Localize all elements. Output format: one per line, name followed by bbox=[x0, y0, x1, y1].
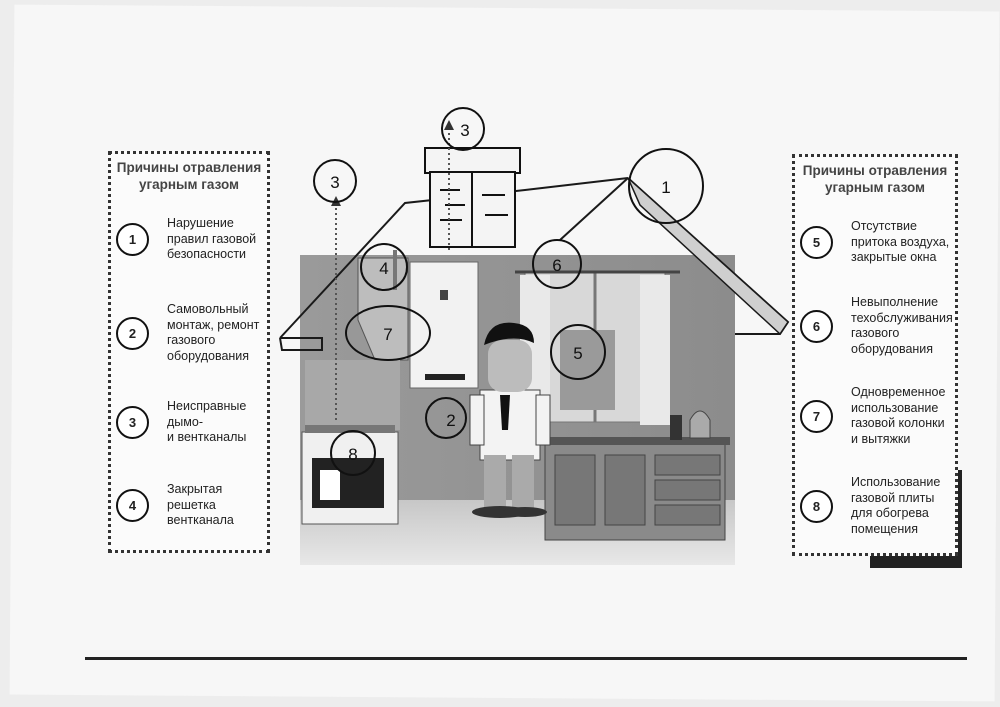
reason-item-8 bbox=[800, 475, 940, 537]
marker-5-label: 5 bbox=[573, 344, 583, 363]
reason-number-badge: 3 bbox=[116, 406, 149, 439]
reason-item-6 bbox=[800, 295, 953, 357]
marker-8-label: 8 bbox=[348, 445, 358, 464]
reason-number-badge: 8 bbox=[800, 490, 833, 523]
reason-number-badge: 4 bbox=[116, 489, 149, 522]
frame-bottom-line bbox=[85, 657, 967, 660]
reason-number-badge: 2 bbox=[116, 317, 149, 350]
reason-text: Неисправные дымо- и вентканалы bbox=[167, 399, 247, 444]
reason-text: Самовольный монтаж, ремонт газового оборудования bbox=[167, 302, 260, 363]
reason-item-1 bbox=[116, 216, 256, 263]
reason-text: Использование газовой плиты для обогрева помещения bbox=[851, 475, 941, 536]
reason-item-4 bbox=[116, 482, 234, 529]
reason-number-badge: 1 bbox=[116, 223, 149, 256]
marker-2-label: 2 bbox=[446, 411, 456, 430]
marker-7-label: 7 bbox=[383, 325, 393, 344]
chimney bbox=[425, 148, 520, 247]
left-cabinets bbox=[305, 360, 400, 430]
reason-item-2 bbox=[116, 302, 259, 364]
marker-1-label: 1 bbox=[661, 178, 671, 197]
left-panel-title: Причины отравления угарным газом bbox=[116, 160, 262, 192]
reason-text: Невыполнение техобслуживания газового оборудования bbox=[851, 295, 953, 356]
reason-text: Закрытая решетка вентканала bbox=[167, 482, 234, 527]
reason-text: Отсутствие притока воздуха, закрытые окна bbox=[851, 219, 950, 264]
curtain-right bbox=[640, 275, 670, 425]
right-reasons-panel bbox=[792, 154, 958, 556]
left-reasons-panel bbox=[108, 151, 270, 553]
marker-3-chimney-label: 3 bbox=[460, 121, 470, 140]
reason-number-badge: 7 bbox=[800, 400, 833, 433]
reason-text: Одновременное использование газовой колонки и вытяжки bbox=[851, 385, 946, 446]
marker-6-label: 6 bbox=[552, 256, 562, 275]
reason-item-7 bbox=[800, 385, 945, 447]
reason-number-badge: 5 bbox=[800, 226, 833, 259]
reason-item-5 bbox=[800, 219, 949, 266]
gas-boiler bbox=[410, 262, 478, 388]
reason-item-3 bbox=[116, 399, 246, 446]
reason-number-badge: 6 bbox=[800, 310, 833, 343]
right-panel-title: Причины отравления угарным газом bbox=[802, 163, 948, 195]
reason-text: Нарушение правил газовой безопасности bbox=[167, 216, 257, 261]
marker-3-left-label: 3 bbox=[330, 173, 340, 192]
marker-4-label: 4 bbox=[379, 259, 389, 278]
